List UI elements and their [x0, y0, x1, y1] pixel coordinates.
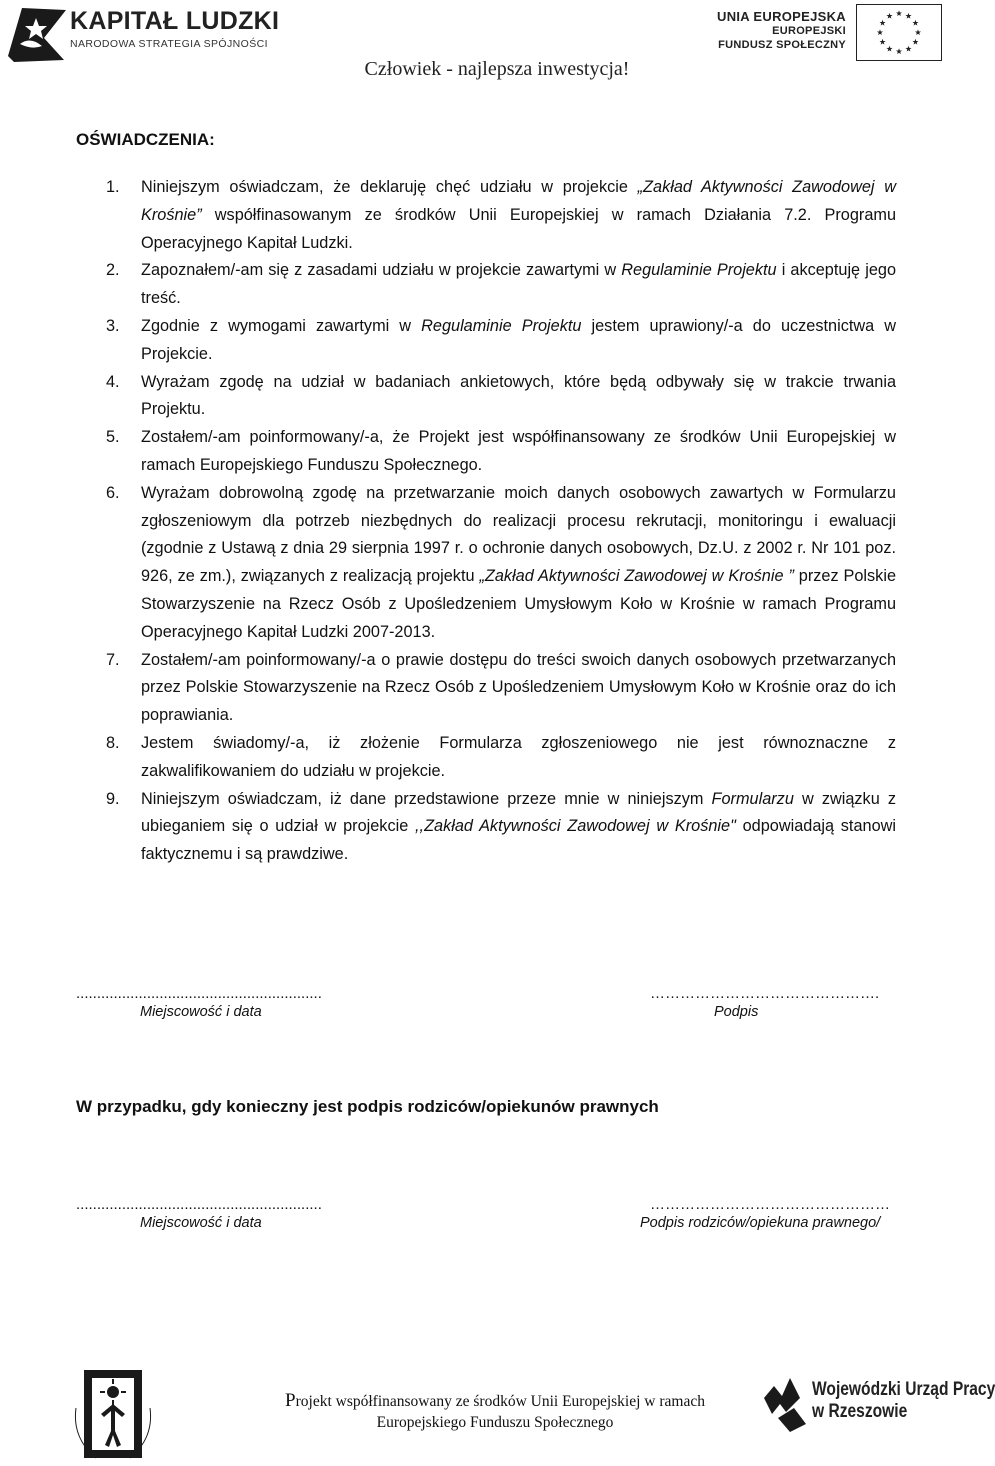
item-italic-text: „Zakład Aktywności Zawodowej w Krośnie” — [141, 178, 896, 224]
item-number: 6. — [106, 483, 120, 502]
declaration-item — [106, 730, 896, 786]
guardian-place-date-label: Miejscowość i data — [140, 1215, 262, 1231]
item-text: odpowiadają stanowi faktycznemu i są prawdziwe. — [141, 817, 896, 864]
item-text: Zapoznałem/-am się z zasadami udziału w projekcie zawartymi w — [141, 261, 622, 280]
wup-line-2: w Rzeszowie — [812, 1401, 908, 1422]
signature-label: Podpis — [714, 1004, 759, 1020]
item-number: 9. — [106, 789, 120, 808]
guardian-signature-label: Podpis rodziców/opiekuna prawnego/ — [640, 1215, 881, 1231]
item-italic-text: Regulaminie Projektu — [621, 261, 777, 280]
item-number: 4. — [106, 372, 120, 391]
ue-line-2: EUROPEJSKI — [772, 25, 846, 37]
item-text: w związku z ubieganiem się o udział w projekcie — [141, 789, 896, 836]
association-logo — [70, 1368, 156, 1464]
declaration-item — [106, 424, 896, 480]
motto: Człowiek - najlepsza inwestycja! — [364, 58, 630, 80]
item-text: Jestem świadomy/-a, iż złożenie Formularza zgłoszeniowego nie jest równoznaczne z zakwalifikowaniem do udziału w projekcie. — [141, 733, 896, 780]
kapital-ludzki-title: KAPITAŁ LUDZKI — [70, 7, 280, 35]
guardian-place-date-line[interactable]: ........................................................... — [76, 1196, 322, 1213]
declaration-item — [106, 369, 896, 425]
ue-line-1: UNIA EUROPEJSKA — [717, 9, 846, 24]
item-text: Zostałem/-am poinformowany/-a, że Projekt jest współfinansowany ze środków Unii Europejskiej w ramach Europejskiego Funduszu Społecznego. — [141, 428, 896, 474]
item-text: jestem uprawiony/-a do uczestnictwa w Projekcie. — [141, 316, 896, 363]
item-text: przez Polskie Stowarzyszenie na Rzecz Osób z Upośledzeniem Umysłowym Koło w Krośnie w ramach Programu Operacyjnego Kapitał Ludzki 2007-2013. — [141, 567, 896, 641]
declaration-item — [106, 480, 896, 647]
declarations-list — [106, 174, 896, 869]
guardian-note: W przypadku, gdy konieczny jest podpis rodziców/opiekunów prawnych — [76, 1097, 659, 1116]
item-italic-text: ,,Zakład Aktywności Zawodowej w Krośnie" — [415, 817, 736, 836]
guardian-signature-line[interactable]: ………………………………………… — [650, 1196, 890, 1213]
place-date-label: Miejscowość i data — [140, 1004, 262, 1020]
item-number: 8. — [106, 733, 120, 752]
declaration-item — [106, 313, 896, 369]
item-text: współfinasowanym ze środków Unii Europejskiej w ramach Działania 7.2. Programu Operacyjnego Kapitał Ludzki. — [141, 205, 896, 252]
item-number: 5. — [106, 428, 120, 447]
wup-name — [812, 1379, 995, 1423]
declaration-item — [106, 786, 896, 869]
signature-line[interactable]: ………………………………………. — [650, 985, 880, 1002]
item-text: Zostałem/-am poinformowany/-a o prawie dostępu do treści swoich danych osobowych przetwarzanych przez Polskie Stowarzyszenie na Rzecz Osób z Upośledzeniem Umysłowym Koło w Krośnie oraz do ich poprawiania. — [141, 650, 896, 725]
ue-line-3: FUNDUSZ SPOŁECZNY — [718, 39, 846, 51]
item-italic-text: Regulaminie Projektu — [421, 316, 582, 335]
item-text: Niniejszym oświadczam, iż dane przedstawione przeze mnie w niniejszym — [141, 789, 712, 808]
item-italic-text: Formularzu — [711, 789, 794, 808]
footer-line-2: Europejskiego Funduszu Społecznego — [376, 1414, 614, 1431]
item-text: Niniejszym oświadczam, że deklaruję chęć udziału w projekcie — [141, 178, 638, 196]
item-number: 2. — [106, 261, 120, 280]
footer-line-1: rojekt współfinansowany ze środków Unii Europejskiej w ramach — [295, 1393, 705, 1410]
item-text: Zgodnie z wymogami zawartymi w — [141, 316, 422, 335]
item-number: 1. — [106, 178, 120, 196]
footer-funding-text — [230, 1390, 760, 1433]
kapital-ludzki-subtitle: NARODOWA STRATEGIA SPÓJNOŚCI — [70, 38, 268, 50]
item-text: i akceptuję jego treść. — [141, 261, 896, 308]
item-italic-text: „Zakład Aktywności Zawodowej w Krośnie ” — [479, 567, 794, 586]
declaration-item — [106, 257, 896, 313]
item-text: Wyrażam dobrowolną zgodę na przetwarzanie moich danych osobowych zawartych w Formularzu zgłoszeniowym dla potrzeb niezbędnych do realizacji procesu rekrutacji, monitoringu i ewaluacji (zgodnie z Ustawą z dnia 29 sierpnia 1997 r. o ochronie danych osobowych, Dz.U. z 2002 r. Nr 101 poz. 926, ze zm.), związanych z realizacją projektu — [141, 483, 896, 586]
page-title: OŚWIADCZENIA: — [76, 130, 215, 149]
declaration-item — [106, 174, 896, 257]
eu-fund-text — [717, 10, 846, 52]
place-date-line[interactable]: ........................................................... — [76, 985, 322, 1002]
eu-flag-icon — [856, 4, 942, 61]
footer-initial: P — [285, 1390, 296, 1411]
item-text: Wyrażam zgodę na udział w badaniach ankietowych, które będą odbywały się w trakcie trwania Projektu. — [141, 372, 896, 419]
item-number: 3. — [106, 316, 120, 335]
item-number: 7. — [106, 650, 120, 669]
declaration-item — [106, 647, 896, 730]
wup-line-1: Wojewódzki Urząd Pracy — [812, 1379, 995, 1400]
